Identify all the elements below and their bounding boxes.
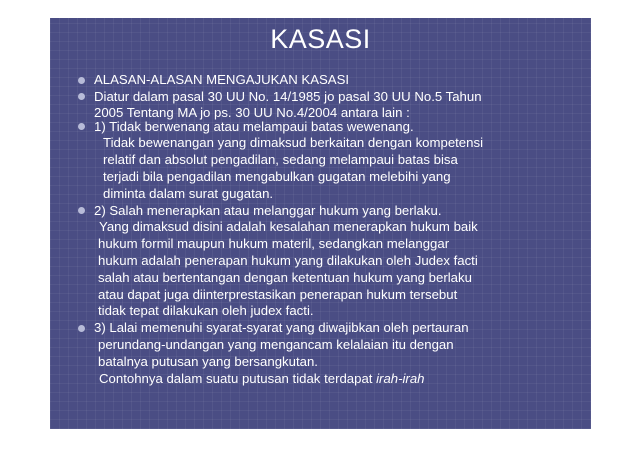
bullet-line: diminta dalam surat gugatan.: [103, 185, 274, 201]
italic-term: irah-irah: [376, 370, 425, 386]
bullet-point: [76, 89, 581, 119]
bullet-line: hukum adalah penerapan hukum yang dilakukan oleh Judex facti: [98, 252, 478, 268]
bullet-point: [76, 203, 581, 321]
bullet-line: atau dapat juga diinterprestasikan penerapan hukum tersebut: [98, 286, 458, 302]
bullet-line: tidak tepat dilakukan oleh judex facti.: [98, 303, 314, 319]
slide-title: KASASI: [270, 24, 371, 54]
bullet-line: hukum formil maupun hukum materil, sedangkan melanggar: [98, 236, 450, 252]
bullet-line: terjadi bila pengadilan mengabulkan gugatan melebihi yang: [103, 168, 451, 184]
bullet-point: [76, 119, 581, 203]
bullet-line: Tidak bewenangan yang dimaksud berkaitan dengan kompetensi: [103, 135, 484, 151]
bullet-point: [76, 320, 581, 387]
bullet-icon: [78, 93, 85, 100]
bullet-text: Diatur dalam pasal 30 UU No. 14/1985 jo pasal 30 UU No.5 Tahun: [94, 88, 482, 104]
slide: [50, 18, 591, 429]
bullet-line: Yang dimaksud disini adalah kesalahan menerapkan hukum baik: [99, 219, 478, 235]
bullet-text: ALASAN-ALASAN MENGAJUKAN KASASI: [94, 72, 350, 87]
slide-content: [76, 72, 581, 387]
bullet-heading: 1) Tidak berwenang atau melampaui batas wewenang.: [94, 118, 414, 134]
bullet-icon: [78, 123, 85, 130]
bullet-line: perundang-undangan yang mengancam kelalaian itu dengan: [98, 336, 454, 352]
bullet-line: relatif dan absolut pengadilan, sedang melampaui batas bisa: [103, 152, 458, 168]
bullet-line: batalnya putusan yang bersangkutan.: [98, 353, 318, 369]
bullet-icon: [78, 325, 85, 332]
bullet-text: 2005 Tentang MA jo ps. 30 UU No.4/2004 antara lain :: [94, 104, 410, 120]
bullet-line-text: Contohnya dalam suatu putusan tidak terdapat: [99, 370, 377, 386]
bullet-heading: 3) Lalai memenuhi syarat-syarat yang diwajibkan oleh pertauran: [94, 320, 469, 336]
bullet-point: [76, 72, 581, 89]
bullet-heading: 2) Salah menerapkan atau melanggar hukum yang berlaku.: [94, 202, 442, 218]
bullet-line: [94, 371, 581, 388]
bullet-icon: [78, 77, 85, 84]
bullet-icon: [78, 207, 85, 214]
bullet-line: salah atau bertentangan dengan ketentuan hukum yang berlaku: [98, 269, 472, 285]
